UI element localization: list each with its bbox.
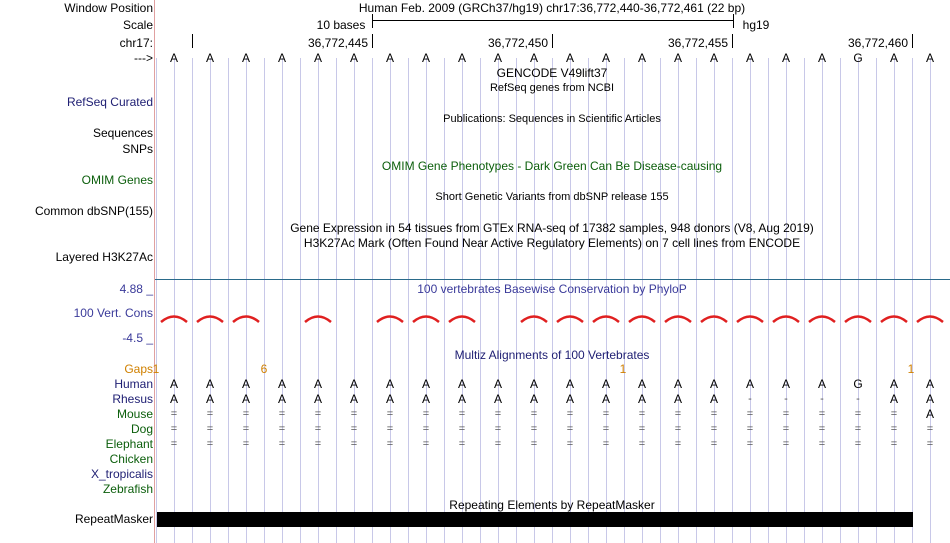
reference-base: A	[889, 51, 898, 65]
rhesus-aligned-base: A	[349, 392, 358, 406]
dog-aligned-base: =	[278, 423, 286, 435]
mouse-aligned-base: =	[458, 408, 466, 420]
elephant-aligned-base: =	[422, 438, 430, 450]
gaps-label: Gaps	[124, 362, 153, 376]
dog-aligned-base: =	[350, 423, 358, 435]
reference-base: A	[925, 51, 934, 65]
elephant-aligned-base: =	[242, 438, 250, 450]
rhesus-aligned-base: -	[820, 393, 824, 405]
dog-aligned-base: =	[674, 423, 682, 435]
human-aligned-base: A	[313, 377, 322, 391]
reference-base: G	[853, 51, 863, 65]
reference-base: A	[421, 51, 430, 65]
human-aligned-base: A	[385, 377, 394, 391]
scale-bar-text: 10 bases	[316, 18, 366, 32]
elephant-aligned-base: =	[890, 438, 898, 450]
chromosome-label: chr17:	[119, 36, 153, 50]
rhesus-aligned-base: A	[277, 392, 286, 406]
mouse-aligned-base: =	[818, 408, 826, 420]
scale-bar	[372, 14, 734, 28]
mouse-aligned-base: =	[170, 408, 178, 420]
ruler-tick-label: 36,772,450	[487, 36, 549, 50]
cons-max-label: 4.88 _	[119, 282, 153, 296]
dog-aligned-base: =	[206, 423, 214, 435]
reference-base: A	[241, 51, 250, 65]
mouse-aligned-base: A	[925, 407, 934, 421]
mouse-aligned-base: =	[890, 408, 898, 420]
reference-base: A	[565, 51, 574, 65]
mouse-aligned-base: =	[350, 408, 358, 420]
mouse-aligned-base: =	[638, 408, 646, 420]
dog-aligned-base: =	[422, 423, 430, 435]
rhesus-aligned-base: A	[169, 392, 178, 406]
species-xtropicalis-label[interactable]: X_tropicalis	[90, 467, 153, 481]
human-aligned-base: G	[853, 377, 863, 391]
rhesus-aligned-base: A	[493, 392, 502, 406]
rhesus-aligned-base: -	[856, 393, 860, 405]
repeatmasker-track-label[interactable]: RepeatMasker	[74, 512, 153, 526]
gap-count: 6	[260, 362, 268, 376]
dog-aligned-base: =	[494, 423, 502, 435]
human-aligned-base: A	[241, 377, 250, 391]
dog-aligned-base: =	[566, 423, 574, 435]
refseq-subtitle: RefSeq genes from NCBI	[489, 82, 615, 94]
elephant-aligned-base: =	[170, 438, 178, 450]
human-aligned-base: A	[277, 377, 286, 391]
omim-track-title[interactable]: OMIM Gene Phenotypes - Dark Green Can Be Disease-causing	[381, 159, 723, 173]
mouse-aligned-base: =	[242, 408, 250, 420]
reference-base: A	[493, 51, 502, 65]
multiz-track-title[interactable]: Multiz Alignments of 100 Vertebrates	[454, 348, 650, 362]
human-aligned-base: A	[565, 377, 574, 391]
reference-base: A	[277, 51, 286, 65]
reference-base: A	[637, 51, 646, 65]
conservation-track-title[interactable]: 100 vertebrates Basewise Conservation by PhyloP	[417, 282, 687, 296]
species-rhesus-label[interactable]: Rhesus	[112, 392, 153, 406]
repeatmasker-feature-bar[interactable]	[157, 512, 913, 527]
mouse-aligned-base: =	[494, 408, 502, 420]
base-grid-lines	[157, 58, 931, 543]
elephant-aligned-base: =	[314, 438, 322, 450]
snps-track-label[interactable]: SNPs	[122, 142, 153, 156]
mouse-aligned-base: =	[782, 408, 790, 420]
rhesus-aligned-base: A	[889, 392, 898, 406]
elephant-aligned-base: =	[494, 438, 502, 450]
reference-base: A	[781, 51, 790, 65]
human-aligned-base: A	[493, 377, 502, 391]
gap-count: 1	[152, 362, 160, 376]
rhesus-aligned-base: A	[205, 392, 214, 406]
human-aligned-base: A	[421, 377, 430, 391]
mouse-aligned-base: =	[854, 408, 862, 420]
dog-aligned-base: =	[854, 423, 862, 435]
omim-track-label[interactable]: OMIM Genes	[81, 173, 153, 187]
human-aligned-base: A	[205, 377, 214, 391]
dog-aligned-base: =	[242, 423, 250, 435]
rhesus-aligned-base: A	[601, 392, 610, 406]
dog-aligned-base: =	[638, 423, 646, 435]
cons-min-label: -4.5 _	[122, 331, 153, 345]
human-aligned-base: A	[601, 377, 610, 391]
mouse-aligned-base: =	[746, 408, 754, 420]
gencode-track-title[interactable]: GENCODE V49lift37	[496, 66, 608, 80]
dog-aligned-base: =	[458, 423, 466, 435]
dbsnp-track-label[interactable]: Common dbSNP(155)	[34, 204, 153, 218]
gap-count: 1	[907, 362, 915, 376]
strand-arrow-label[interactable]: --->	[134, 51, 153, 65]
dog-aligned-base: =	[710, 423, 718, 435]
rhesus-aligned-base: -	[748, 393, 752, 405]
ruler-ticks	[193, 34, 913, 48]
rhesus-aligned-base: A	[637, 392, 646, 406]
dog-aligned-base: =	[926, 423, 934, 435]
human-aligned-base: A	[637, 377, 646, 391]
reference-base: A	[313, 51, 322, 65]
reference-base: A	[205, 51, 214, 65]
mouse-aligned-base: =	[422, 408, 430, 420]
human-aligned-base: A	[349, 377, 358, 391]
reference-base: A	[529, 51, 538, 65]
human-aligned-base: A	[925, 377, 934, 391]
human-aligned-base: A	[673, 377, 682, 391]
reference-base: A	[817, 51, 826, 65]
elephant-aligned-base: =	[746, 438, 754, 450]
dog-aligned-base: =	[890, 423, 898, 435]
reference-base: A	[169, 51, 178, 65]
elephant-aligned-base: =	[926, 438, 934, 450]
elephant-aligned-base: =	[674, 438, 682, 450]
gap-count: 1	[619, 362, 627, 376]
rhesus-aligned-base: A	[385, 392, 394, 406]
dbsnp-track-title[interactable]: Short Genetic Variants from dbSNP release 155	[435, 191, 669, 203]
rhesus-aligned-base: A	[313, 392, 322, 406]
publications-track-title[interactable]: Publications: Sequences in Scientific Articles	[443, 113, 661, 125]
elephant-aligned-base: =	[782, 438, 790, 450]
rhesus-aligned-base: A	[709, 392, 718, 406]
elephant-aligned-base: =	[854, 438, 862, 450]
mouse-aligned-base: =	[710, 408, 718, 420]
mouse-aligned-base: =	[314, 408, 322, 420]
elephant-aligned-base: =	[710, 438, 718, 450]
mouse-aligned-base: =	[206, 408, 214, 420]
reference-base: A	[457, 51, 466, 65]
reference-base: A	[601, 51, 610, 65]
dog-aligned-base: =	[746, 423, 754, 435]
human-aligned-base: A	[169, 377, 178, 391]
elephant-aligned-base: =	[638, 438, 646, 450]
ruler-tick-label: 36,772,460	[847, 36, 909, 50]
species-chicken-label[interactable]: Chicken	[109, 452, 153, 466]
rhesus-aligned-base: A	[925, 392, 934, 406]
repeatmasker-track-title[interactable]: Repeating Elements by RepeatMasker	[449, 498, 655, 512]
sequences-track-label[interactable]: Sequences	[92, 126, 153, 140]
species-human-label[interactable]: Human	[114, 377, 153, 391]
dog-aligned-base: =	[602, 423, 610, 435]
reference-base: A	[349, 51, 358, 65]
h3k27ac-track-title[interactable]: H3K27Ac Mark (Often Found Near Active Regulatory Elements) on 7 cell lines from ENCODE	[303, 236, 801, 250]
reference-base: A	[745, 51, 754, 65]
rhesus-aligned-base: A	[673, 392, 682, 406]
mouse-aligned-base: =	[278, 408, 286, 420]
human-aligned-base: A	[529, 377, 538, 391]
ruler-tick-label: 36,772,455	[667, 36, 729, 50]
rhesus-aligned-base: A	[565, 392, 574, 406]
refseq-track-label[interactable]: RefSeq Curated	[66, 95, 153, 109]
cons-track-label[interactable]: 100 Vert. Cons	[73, 306, 153, 320]
mouse-aligned-base: =	[674, 408, 682, 420]
elephant-aligned-base: =	[278, 438, 286, 450]
dog-aligned-base: =	[386, 423, 394, 435]
rhesus-aligned-base: A	[421, 392, 430, 406]
elephant-aligned-base: =	[458, 438, 466, 450]
rhesus-aligned-base: A	[529, 392, 538, 406]
assembly-label: hg19	[742, 18, 770, 32]
rhesus-aligned-base: -	[784, 393, 788, 405]
elephant-aligned-base: =	[350, 438, 358, 450]
elephant-aligned-base: =	[206, 438, 214, 450]
mouse-aligned-base: =	[530, 408, 538, 420]
reference-base: A	[385, 51, 394, 65]
dog-aligned-base: =	[782, 423, 790, 435]
human-aligned-base: A	[457, 377, 466, 391]
mouse-aligned-base: =	[386, 408, 394, 420]
species-dog-label[interactable]: Dog	[130, 422, 153, 436]
gtex-track-title[interactable]: Gene Expression in 54 tissues from GTEx RNA-seq of 17382 samples, 948 donors (V8, Aug 2019)	[290, 221, 814, 235]
species-zebrafish-label[interactable]: Zebrafish	[102, 482, 153, 496]
reference-base: A	[673, 51, 682, 65]
human-aligned-base: A	[709, 377, 718, 391]
species-mouse-label[interactable]: Mouse	[116, 407, 153, 421]
window-position-label: Window Position	[64, 1, 153, 15]
rhesus-aligned-base: A	[241, 392, 250, 406]
rhesus-aligned-base: A	[457, 392, 466, 406]
position-header: Human Feb. 2009 (GRCh37/hg19) chr17:36,772,440-36,772,461 (22 bp)	[358, 1, 746, 15]
dog-aligned-base: =	[818, 423, 826, 435]
human-aligned-base: A	[781, 377, 790, 391]
mouse-aligned-base: =	[566, 408, 574, 420]
ruler-tick-label: 36,772,445	[307, 36, 369, 50]
reference-base: A	[709, 51, 718, 65]
elephant-aligned-base: =	[386, 438, 394, 450]
dog-aligned-base: =	[530, 423, 538, 435]
species-elephant-label[interactable]: Elephant	[105, 437, 153, 451]
elephant-aligned-base: =	[566, 438, 574, 450]
human-aligned-base: A	[889, 377, 898, 391]
human-aligned-base: A	[745, 377, 754, 391]
scale-label: Scale	[122, 18, 153, 32]
dog-aligned-base: =	[170, 423, 178, 435]
elephant-aligned-base: =	[530, 438, 538, 450]
mouse-aligned-base: =	[602, 408, 610, 420]
elephant-aligned-base: =	[602, 438, 610, 450]
h3k27ac-track-label[interactable]: Layered H3K27Ac	[55, 250, 153, 264]
dog-aligned-base: =	[314, 423, 322, 435]
elephant-aligned-base: =	[818, 438, 826, 450]
human-aligned-base: A	[817, 377, 826, 391]
